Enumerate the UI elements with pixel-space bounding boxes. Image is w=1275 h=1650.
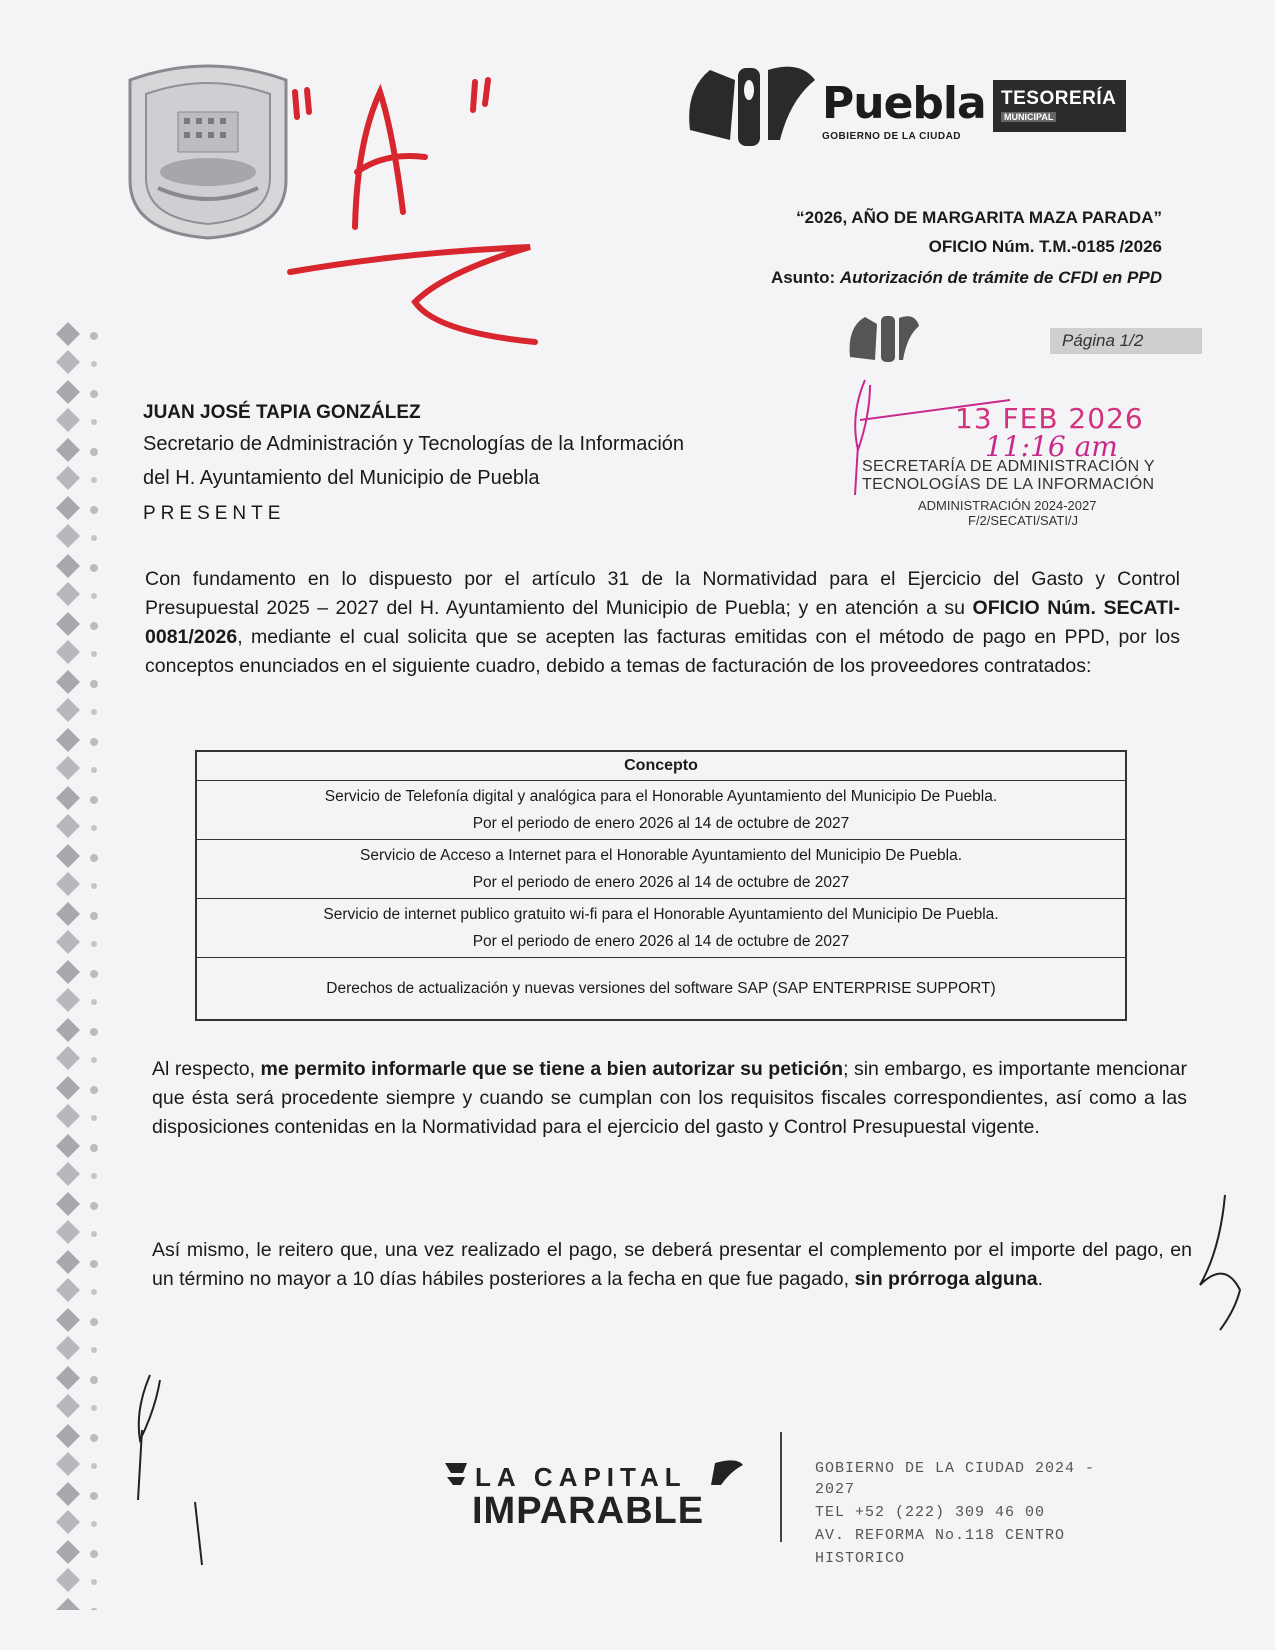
- handwritten-mark-icon: [285, 62, 575, 362]
- border-ornament: [50, 320, 105, 1610]
- margin-stroke-icon: [190, 1500, 210, 1570]
- presente-label: PRESENTE: [143, 503, 286, 524]
- complement-text-a: Así mismo, le reitero que, una vez realizado el pago, se deberá presentar el complemento por el importe del pago, en un término no mayor a 10 días hábiles posteriores a la fecha en que fue pagado,: [152, 1239, 1192, 1290]
- concept-line2: Por el periodo de enero 2026 al 14 de octubre de 2027: [472, 933, 850, 950]
- asunto-value: Autorización de trámite de CFDI en PPD: [839, 268, 1162, 287]
- stamp-time: 11:16 am: [985, 430, 1118, 463]
- auth-text-a: Al respecto,: [152, 1058, 261, 1080]
- footer-info-line2: 2027: [815, 1481, 856, 1498]
- table-row: [196, 781, 1126, 840]
- concept-line1: Servicio de internet publico gratuito wi-fi para el Honorable Ayuntamiento del Municipio De Puebla.: [323, 906, 999, 923]
- stamp-org-line1: SECRETARÍA DE ADMINISTRACIÓN Y: [862, 458, 1155, 475]
- footer-address-line2: HISTORICO: [815, 1550, 906, 1567]
- asunto-line: [771, 268, 1162, 288]
- auth-bold: me permito informarle que se tiene a bien autorizar su petición: [260, 1058, 844, 1080]
- stamp-org-line4: F/2/SECATI/SATI/J: [968, 513, 1079, 528]
- year-motto: “2026, AÑO DE MARGARITA MAZA PARADA”: [796, 208, 1162, 227]
- table-cell: [196, 958, 1126, 1021]
- paragraph-complement: [152, 1236, 1192, 1294]
- footer-divider: [780, 1432, 782, 1542]
- tesoreria-badge: [993, 80, 1126, 132]
- table-header-row: [196, 751, 1126, 781]
- footer-info-line1: GOBIERNO DE LA CIUDAD 2024 -: [815, 1460, 1096, 1477]
- brand-title: Puebla: [822, 78, 986, 129]
- complement-text-b: .: [1037, 1268, 1043, 1290]
- footer-slogan-line1: LA CAPITAL: [475, 1462, 687, 1492]
- table-cell: [196, 840, 1126, 899]
- concept-line1: Derechos de actualización y nuevas versiones del software SAP (SAP ENTERPRISE SUPPORT): [326, 980, 996, 997]
- recipient-title-line2: del H. Ayuntamiento del Municipio de Puebla: [143, 467, 540, 489]
- municipal-seal-icon: [118, 60, 298, 240]
- intro-text-a: Con fundamento en lo dispuesto por el artículo 31 de la Normatividad para el Ejercicio del Gasto y Control Presupuestal 2025 – 2027 del H. Ayuntamiento del Municipio de Puebla; y en atención a su: [145, 568, 1180, 619]
- stamp-date: 13 FEB 2026: [955, 402, 1144, 435]
- intro-text-b: , mediante el cual solicita que se acepten las facturas emitidas con el método de pago en PPD, por los conceptos enunciados en el siguiente cuadro, debido a temas de facturación de los proveedores contratados:: [145, 626, 1180, 677]
- stamp-org-line3: ADMINISTRACIÓN 2024-2027: [918, 498, 1097, 513]
- concept-line2: Por el periodo de enero 2026 al 14 de octubre de 2027: [472, 815, 850, 832]
- footer-slogan-line2: IMPARABLE: [472, 1490, 705, 1532]
- brand-subtitle: GOBIERNO DE LA CIUDAD: [822, 131, 962, 142]
- page-indicator: Página 1/2: [1050, 328, 1202, 354]
- asunto-label: Asunto:: [770, 268, 836, 287]
- table-cell: [196, 899, 1126, 958]
- oficio-number: OFICIO Núm. T.M.-0185 /2026: [928, 237, 1162, 256]
- table-header-concepto: Concepto: [196, 751, 1126, 781]
- auth-text-b: ; sin embargo, es importante mencionar que ésta será procedente siempre y cuando se cumplan con los requisitos fiscales correspondientes, así como a las disposiciones contenidas en la Normatividad para el ejercicio del gasto y Control Presupuestal vigente.: [152, 1058, 1187, 1138]
- table-row: [196, 840, 1126, 899]
- table-row: [196, 899, 1126, 958]
- table-row: [196, 958, 1126, 1021]
- concept-line1: Servicio de Telefonía digital y analógica para el Honorable Ayuntamiento del Municipio De Puebla.: [324, 788, 998, 805]
- intro-oficio-ref: OFICIO Núm. SECATI-0081/2026: [145, 597, 1180, 648]
- margin-signature-icon: [120, 1370, 180, 1570]
- footer-phone: TEL +52 (222) 309 46 00: [815, 1504, 1046, 1521]
- initials-signature-icon: [1180, 1190, 1260, 1340]
- complement-bold: sin prórroga alguna: [854, 1268, 1038, 1290]
- paragraph-intro: [145, 565, 1180, 681]
- stamp-org-line2: TECNOLOGÍAS DE LA INFORMACIÓN: [862, 476, 1155, 493]
- paragraph-authorization: [152, 1055, 1187, 1142]
- footer-address-line1: AV. REFORMA No.118 CENTRO: [815, 1527, 1066, 1544]
- recipient-title-line1: Secretario de Administración y Tecnologías de la Información: [143, 433, 685, 455]
- concept-table: [195, 750, 1127, 1021]
- concept-line2: Por el periodo de enero 2026 al 14 de octubre de 2027: [472, 874, 850, 891]
- tesoreria-subtitle: MUNICIPAL: [1001, 112, 1056, 122]
- stamp-logo-icon: [845, 312, 920, 364]
- concept-line1: Servicio de Acceso a Internet para el Honorable Ayuntamiento del Municipio De Puebla.: [360, 847, 962, 864]
- table-cell: [196, 781, 1126, 840]
- tesoreria-title: TESORERÍA: [1001, 88, 1117, 109]
- recipient-name: JUAN JOSÉ TAPIA GONZÁLEZ: [143, 402, 421, 423]
